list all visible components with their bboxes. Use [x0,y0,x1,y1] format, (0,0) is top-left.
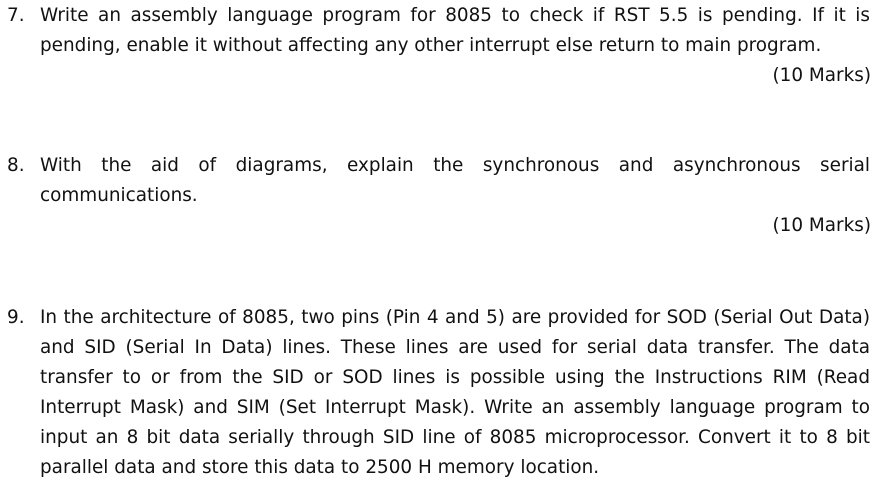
question-number: 7. [7,5,25,26]
question-9 [0,303,875,483]
question-number: 8. [7,155,25,176]
question-7 [0,1,875,91]
question-number: 9. [7,307,25,328]
question-text: With the aid of diagrams, explain the synchronous and asynchronous serial communications. [40,155,870,206]
question-8 [0,151,875,241]
question-marks: (10 Marks) [772,65,871,86]
question-text: Write an assembly language program for 8085 to check if RST 5.5 is pending. If it is pending, enable it without affecting any other interrupt else return to main program. [40,5,870,56]
question-text: In the architecture of 8085, two pins (Pin 4 and 5) are provided for SOD (Serial Out Data) and SID (Serial In Data) lines. These lines are used for serial data transfer. The data transfer to or from the SID or SOD lines is possible using the Instructions RIM (Read Interrupt Mask) and SIM (Set Interrupt Mask). Write an assembly language program to input an 8 bit data serially through SID line of 8085 microprocessor. Convert it to 8 bit parallel data and store this data to 2500 H memory location. [40,307,870,478]
question-marks: (10 Marks) [772,215,871,236]
